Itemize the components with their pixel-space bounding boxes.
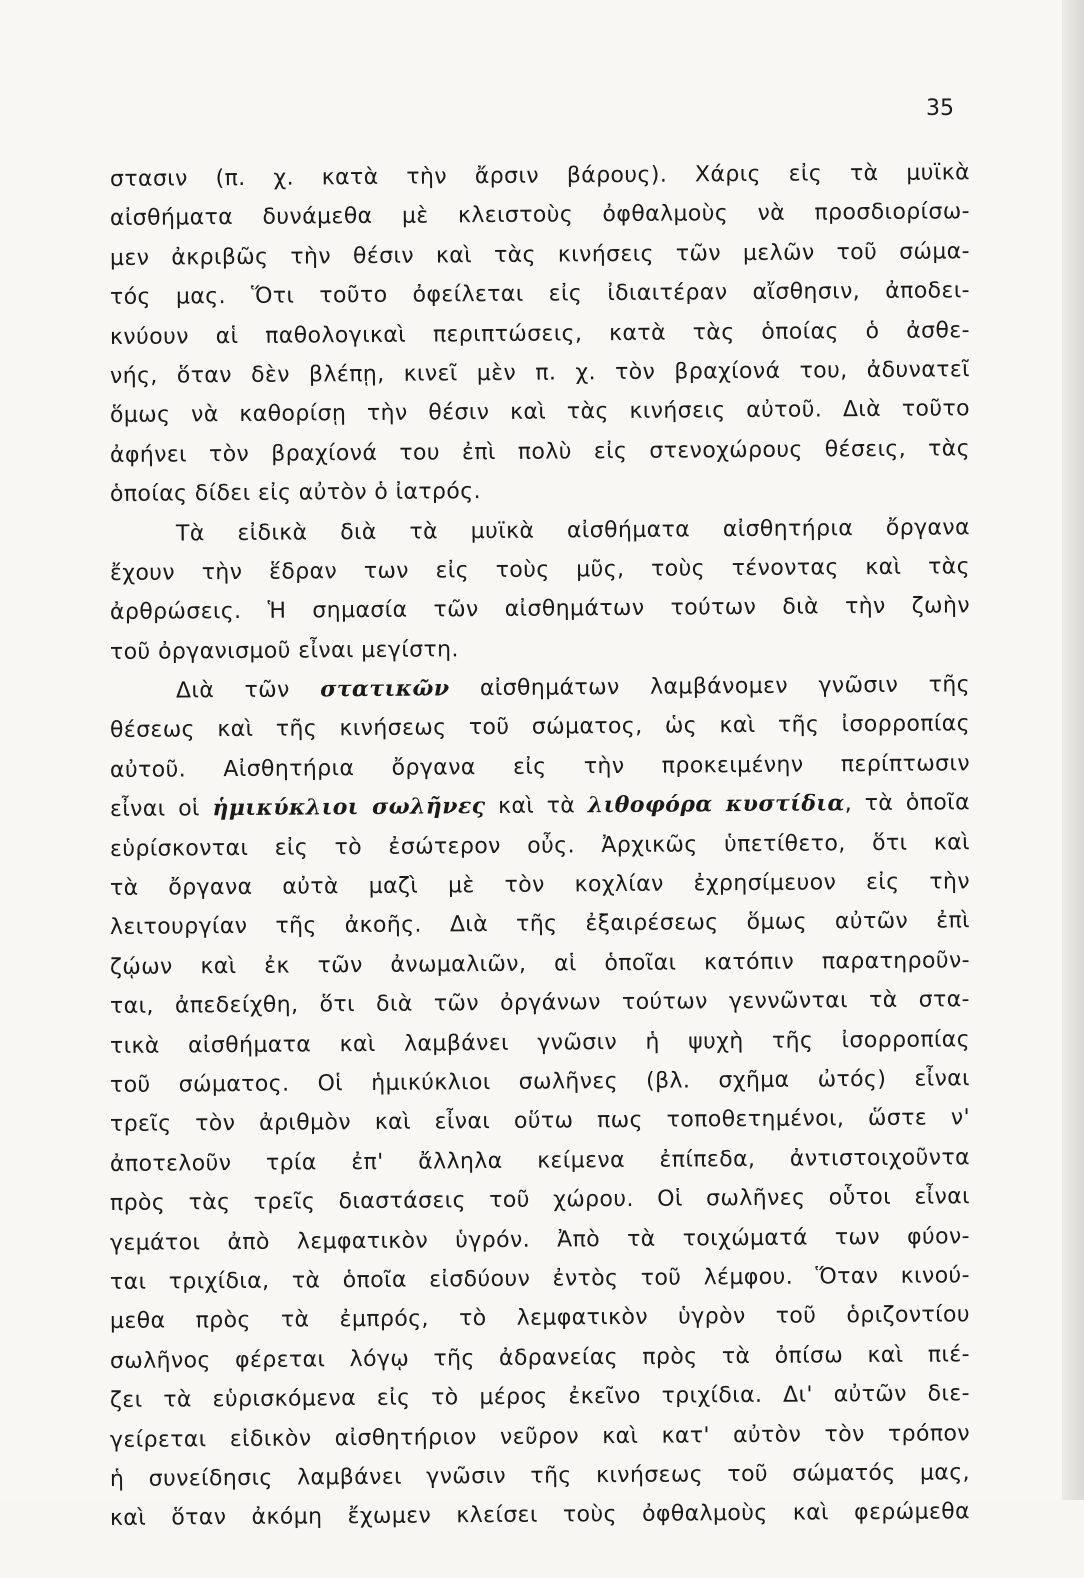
text-line: ἀφήνει τὸν βραχίονά του ἐπὶ πολὺ εἰς στενοχώρους θέσεις, τὰς [109,435,971,468]
text-line: ἡ συνείδησις λαμβάνει γνῶσιν τῆς κινήσεως τοῦ σώματός μας, [109,1460,971,1492]
text-line: Τὰ εἰδικὰ διὰ τὰ μυϊκὰ αἰσθήματα αἰσθητήρια ὄργανα [175,514,971,546]
text-line: τικὰ αἰσθήματα καὶ λαμβάνει γνῶσιν ἡ ψυχὴ τῆς ἰσορροπίας [109,1026,971,1059]
text-line: θέσεως καὶ τῆς κινήσεως τοῦ σώματος, ὡς καὶ τῆς ἰσορροπίας [109,711,971,744]
body-text [110,160,970,1578]
text-segment: , τὰ ὁποῖα [844,790,971,817]
text-line: γεμάτοι ἀπὸ λεμφατικὸν ὑγρόν. Ἀπὸ τὰ τοιχώματά των φύον- [109,1223,971,1256]
text-segment: Διὰ τῶν [175,677,290,704]
text-line: τός μας. Ὅτι τοῦτο ὀφείλεται εἰς ἰδιαιτέραν αἴσθησιν, ἀποδει- [109,278,971,311]
text-line: γείρεται εἰδικὸν αἰσθητήριον νεῦρον καὶ κατ' αὐτὸν τὸν τρόπον [109,1420,971,1453]
text-line [110,783,970,829]
text-line: ἀρθρώσεις. Ἡ σημασία τῶν αἰσθημάτων τούτων διὰ τὴν ζωὴν [109,593,971,626]
text-line: ἀποτελοῦν τρία ἐπ' ἄλληλα κείμενα ἐπίπεδα, ἀντιστοιχοῦντα [109,1145,971,1177]
text-line: αὐτοῦ. Αἰσθητήρια ὄργανα εἰς τὴν προκειμένην περίπτωσιν [109,751,971,783]
text-line: ζῴων καὶ ἐκ τῶν ἀνωμαλιῶν, αἱ ὁποῖαι κατόπιν παρατηροῦν- [109,948,971,980]
text-segment: εἶναι οἱ [109,796,200,823]
emphasized-term: ἡμικύκλιοι σωλῆνες [212,793,486,822]
text-line: ἔχουν τὴν ἕδραν των εἰς τοὺς μῦς, τοὺς τένοντας καὶ τὰς [109,554,971,586]
text-line: κνύουν αἱ παθολογικαὶ περιπτώσεις, κατὰ τὰς ὁποίας ὁ ἀσθε- [109,317,971,350]
text-segment: αἰσθημάτων λαμβάνομεν γνῶσιν τῆς [479,672,971,702]
text-line: ται, ἀπεδείχθη, ὅτι διὰ τῶν ὀργάνων τούτων γεννῶνται τὰ στα- [109,987,971,1020]
text-line: ζει τὰ εὑρισκόμενα εἰς τὸ μέρος ἐκεῖνο τριχίδια. Δι' αὐτῶν διε- [109,1381,971,1414]
emphasized-term: στατικῶν [320,675,450,703]
text-line: μεν ἀκριβῶς τὴν θέσιν καὶ τὰς κινήσεις τῶν μελῶν τοῦ σώμα- [109,239,971,271]
text-line: αἰσθήματα δυνάμεθα μὲ κλειστοὺς ὀφθαλμοὺς νὰ προσδιορίσω- [109,199,971,232]
text-line: στασιν (π. χ. κατὰ τὴν ἄρσιν βάρους). Χάρις εἰς τὰ μυϊκὰ [109,160,971,192]
text-line: τοῦ σώματος. Οἱ ἡμικύκλιοι σωλῆνες (βλ. σχῆμα ὠτός) εἶναι [109,1066,971,1098]
text-line: λειτουργίαν τῆς ἀκοῆς. Διὰ τῆς ἐξαιρέσεως ὅμως αὐτῶν ἐπὶ [109,908,971,941]
text-line: σωλῆνος φέρεται λόγῳ τῆς ἀδρανείας πρὸς τὰ ὀπίσω καὶ πιέ- [109,1341,971,1374]
text-line: μεθα πρὸς τὰ ἐμπρός, τὸ λεμφατικὸν ὑγρὸν τοῦ ὁριζοντίου [109,1302,971,1335]
text-line: νής, ὅταν δὲν βλέπῃ, κινεῖ μὲν π. χ. τὸν βραχίονά του, ἀδυνατεῖ [109,357,971,389]
text-line: ὅμως νὰ καθορίσῃ τὴν θέσιν καὶ τὰς κινήσεις αὐτοῦ. Διὰ τοῦτο [109,396,971,429]
text-segment: καὶ τὰ [497,793,576,820]
text-line: εὑρίσκονται εἰς τὸ ἐσώτερον οὖς. Ἀρχικῶς ὑπετίθετο, ὅτι καὶ [109,829,971,862]
page-number: 35 [926,96,954,121]
page-binding-edge [1062,0,1084,1500]
text-line: ὁποίας δίδει εἰς αὐτὸν ὁ ἰατρός. [109,479,482,508]
text-line: καὶ ὅταν ἀκόμη ἔχωμεν κλείσει τοὺς ὀφθαλμοὺς καὶ φερώμεθα [109,1499,971,1532]
text-line: τρεῖς τὸν ἀριθμὸν καὶ εἶναι οὕτω πως τοποθετημένοι, ὥστε ν' [109,1105,971,1138]
text-line: πρὸς τὰς τρεῖς διαστάσεις τοῦ χώρου. Οἱ σωλῆνες οὗτοι εἶναι [109,1184,971,1217]
emphasized-term: λιθοφόρα κυστίδια [587,790,845,819]
text-line: τοῦ ὀργανισμοῦ εἶναι μεγίστη. [109,636,459,665]
text-line: ται τριχίδια, τὰ ὁποῖα εἰσδύουν ἐντὸς τοῦ λέμφου. Ὅταν κινού- [109,1263,971,1295]
text-line [110,1532,970,1578]
text-line: τὰ ὄργανα αὐτὰ μαζὶ μὲ τὸν κοχλίαν ἐχρησίμευον εἰς τὴν [109,869,971,902]
